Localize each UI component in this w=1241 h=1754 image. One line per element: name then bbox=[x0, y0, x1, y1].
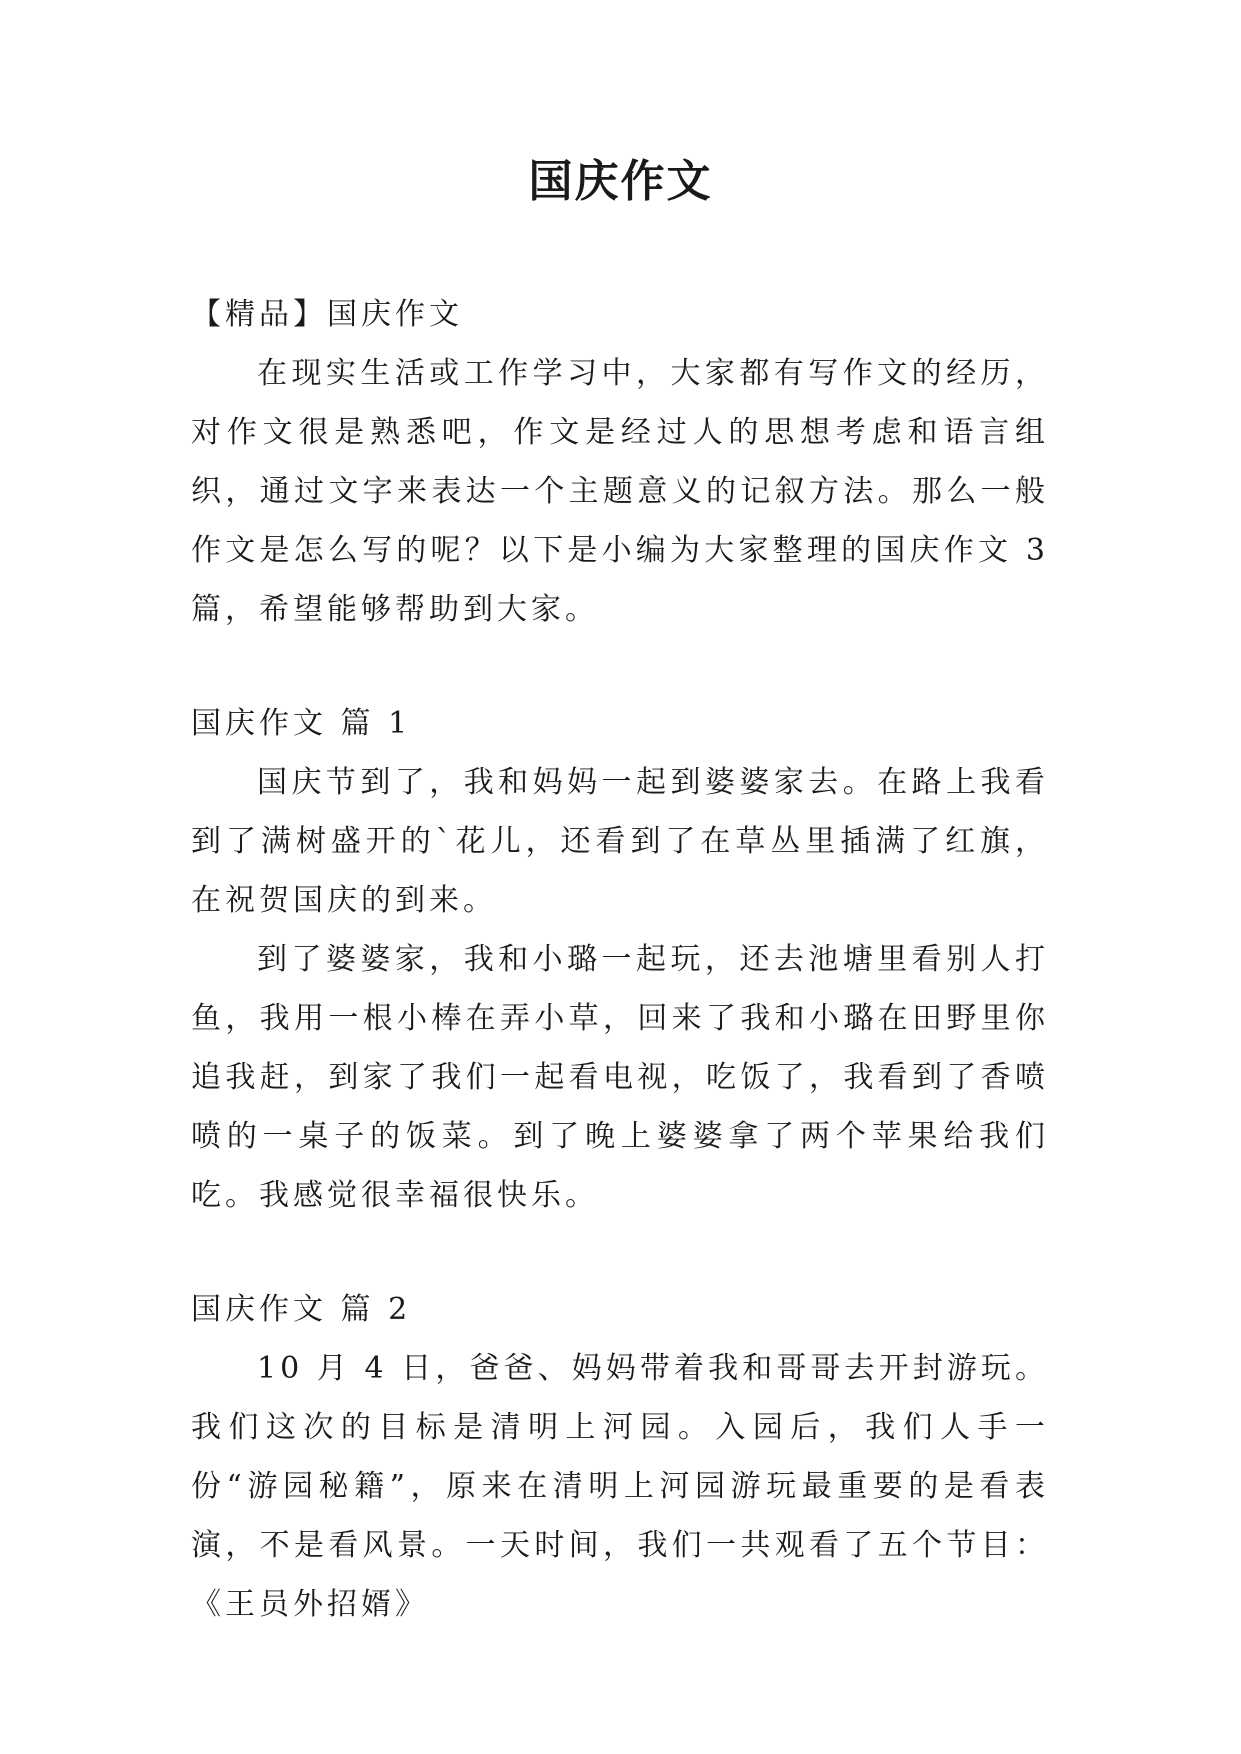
essay-2-heading: 国庆作文 篇 2 bbox=[191, 1292, 412, 1327]
essay-1-heading: 国庆作文 篇 1 bbox=[191, 706, 412, 741]
section-spacer bbox=[191, 1225, 1049, 1280]
intro-paragraph: 在现实生活或工作学习中，大家都有写作文的经历，对作文很是熟悉吧，作文是经过人的思想考虑和语言组织，通过文字来表达一个主题意义的记叙方法。那么一般作文是怎么写的呢？以下是小编为大家整理的国庆作文 3 篇，希望能够帮助到大家。 bbox=[191, 356, 1049, 627]
document-title: 国庆作文 bbox=[528, 156, 713, 207]
section-spacer bbox=[191, 639, 1049, 694]
section-heading: 【精品】国庆作文 bbox=[191, 297, 463, 332]
essay-2-paragraph-1: 10 月 4 日，爸爸、妈妈带着我和哥哥去开封游玩。我们这次的目标是清明上河园。入园后，我们人手一份“游园秘籍”，原来在清明上河园游玩最重要的是看表演，不是看风景。一天时间，我们一共观看了五个节目：《王员外招婿》 bbox=[191, 1351, 1049, 1622]
essay-1-paragraph-2: 到了婆婆家，我和小璐一起玩，还去池塘里看别人打鱼，我用一根小棒在弄小草，回来了我和小璐在田野里你追我赶，到家了我们一起看电视，吃饭了，我看到了香喷喷的一桌子的饭菜。到了晚上婆婆拿了两个苹果给我们吃。我感觉很幸福很快乐。 bbox=[191, 942, 1049, 1213]
essay-1-paragraph-1: 国庆节到了，我和妈妈一起到婆婆家去。在路上我看到了满树盛开的`花儿，还看到了在草丛里插满了红旗，在祝贺国庆的到来。 bbox=[191, 765, 1049, 918]
document-body bbox=[191, 285, 1049, 1634]
